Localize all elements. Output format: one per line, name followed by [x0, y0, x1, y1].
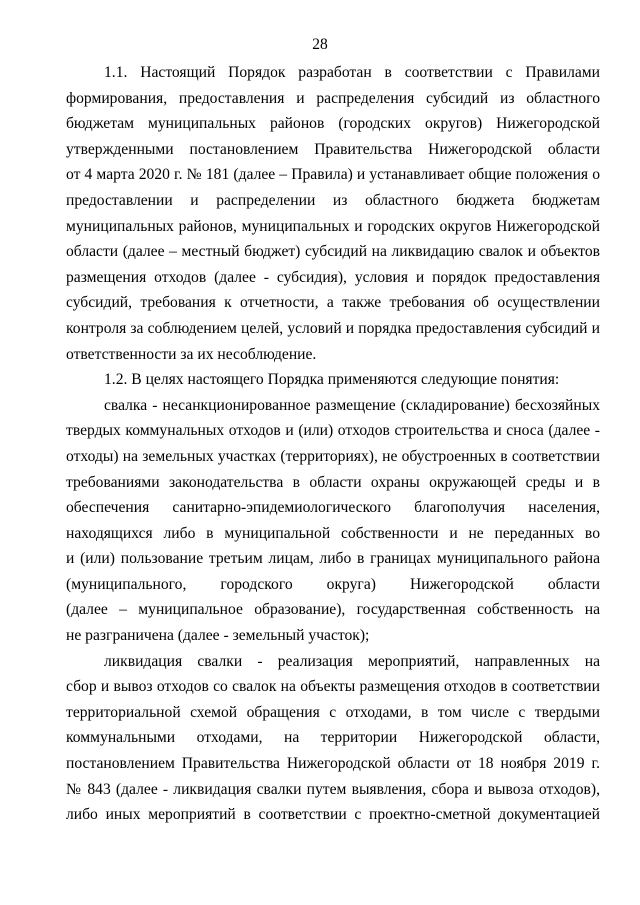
text-line: ликвидация свалки - реализация мероприятий, направленных на: [104, 652, 600, 670]
text-line: муниципальных районов, муниципальных и городских округов Нижегородской: [66, 217, 600, 235]
text-line: 1.1. Настоящий Порядок разработан в соответствии с Правилами: [104, 64, 600, 81]
text-line: коммунальными отходами, на территории Нижегородской области,: [66, 729, 600, 747]
text-line: размещения отходов (далее - субсидия), условия и порядок предоставления: [66, 268, 600, 286]
text-line: постановлением Правительства Нижегородской области от 18 ноября 2019 г.: [66, 755, 600, 773]
text-line: 1.2. В целях настоящего Порядка применяются следующие понятия:: [104, 371, 560, 389]
text-line: обеспечения санитарно-эпидемиологического благополучия населения,: [66, 499, 600, 517]
text-line: формирования, предоставления и распределения субсидий из областного: [66, 89, 600, 107]
text-line: требованиями законодательства в области охраны окружающей среды и в: [66, 473, 600, 491]
paragraph-definition-svalka: [66, 393, 600, 649]
paragraph-1-1: [66, 60, 600, 367]
text-line: предоставлении и распределении из областного бюджета бюджетам: [66, 191, 600, 209]
text-line: и (или) пользование третьим лицам, либо в границах муниципального района: [66, 550, 600, 568]
text-line: № 843 (далее - ликвидация свалки путем выявления, сбора и вывоза отходов),: [66, 780, 600, 798]
text-line: отходы) на земельных участках (территориях), не обустроенных в соответствии: [66, 447, 600, 465]
text-line: (муниципального, городского округа) Нижегородской области: [66, 575, 600, 593]
text-line: ответственности за их несоблюдение.: [66, 345, 317, 363]
document-body: [66, 60, 600, 828]
text-line: свалка - несанкционированное размещение (складирование) бесхозяйных: [104, 396, 600, 414]
text-line: находящихся либо в муниципальной собственности и не переданных во: [66, 524, 600, 542]
text-line: либо иных мероприятий в соответствии с проектно-сметной документацией: [66, 806, 600, 824]
text-line: территориальной схемой обращения с отходами, в том числе с твердыми: [66, 703, 600, 721]
text-line: (далее – муниципальное образование), государственная собственность на: [66, 601, 600, 619]
text-line: бюджетам муниципальных районов (городских округов) Нижегородской: [66, 115, 600, 133]
text-line: субсидий, требования к отчетности, а также требования об осуществлении: [66, 294, 600, 312]
text-line: контроля за соблюдением целей, условий и порядка предоставления субсидий и: [66, 319, 600, 337]
paragraph-definition-likvidaciya: [66, 649, 600, 828]
paragraph-1-2: [66, 367, 600, 393]
text-line: утвержденными постановлением Правительства Нижегородской области: [66, 140, 600, 158]
text-line: области (далее – местный бюджет) субсидий на ликвидацию свалок и объектов: [66, 243, 600, 261]
text-line: сбор и вывоз отходов со свалок на объекты размещения отходов в соответствии: [66, 678, 600, 696]
text-line: от 4 марта 2020 г. № 181 (далее – Правила) и устанавливает общие положения о: [66, 166, 600, 184]
page-number: 28: [312, 36, 328, 53]
text-line: твердых коммунальных отходов и (или) отходов строительства и сноса (далее -: [66, 422, 600, 440]
text-line: не разграничена (далее - земельный участок);: [66, 627, 370, 645]
